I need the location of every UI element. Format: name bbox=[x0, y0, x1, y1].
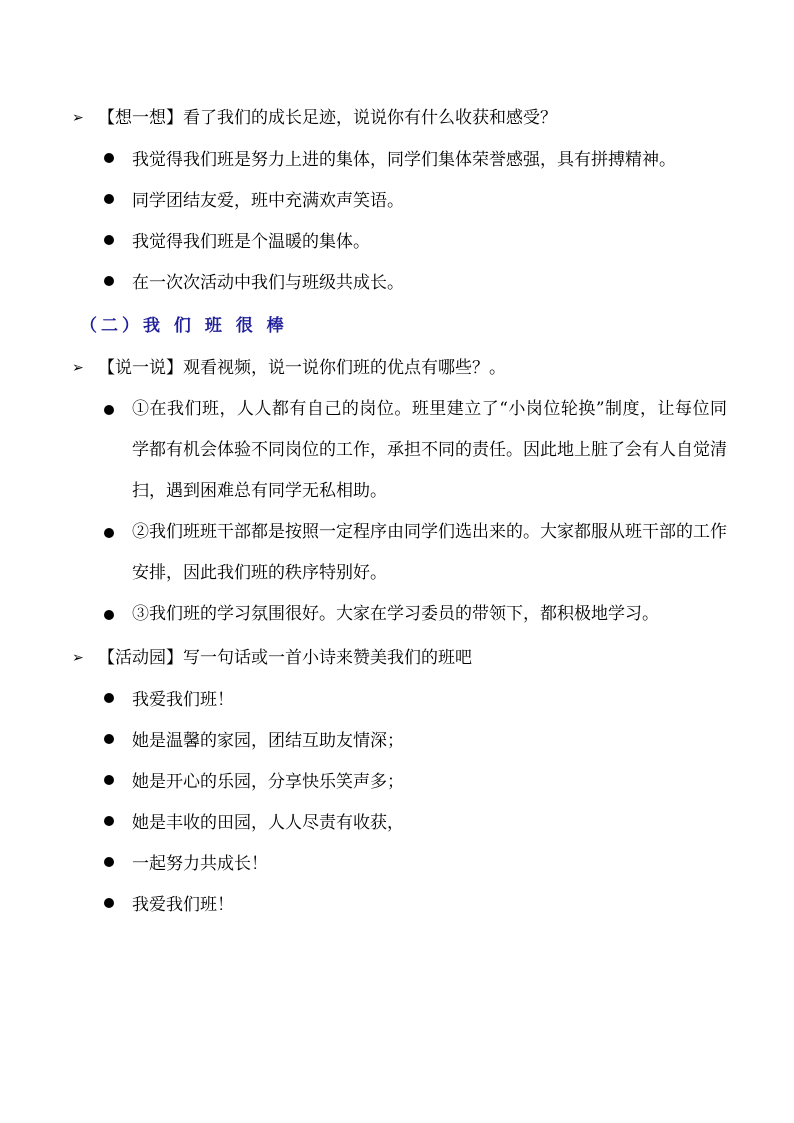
poem-line: 我爱我们班！ bbox=[132, 895, 234, 915]
poem-line: 一起努力共成长！ bbox=[132, 854, 268, 874]
dot-bullet-icon bbox=[104, 693, 114, 703]
dot-bullet-icon bbox=[104, 194, 114, 204]
say-point-1: ①在我们班，人人都有自己的岗位。班里建立了“小岗位轮换”制度，让每位同学都有机会体验不同岗位的工作，承担不同的责任。因此地上脏了会有人自觉清扫，遇到困难总有同学无私相助。 bbox=[132, 399, 727, 501]
dot-bullet-icon bbox=[104, 405, 114, 415]
think-answer: 同学团结友爱，班中充满欢声笑语。 bbox=[132, 191, 404, 211]
list-item bbox=[104, 148, 676, 172]
dot-bullet-icon bbox=[104, 734, 114, 744]
list-item bbox=[104, 189, 404, 213]
poem-line: 我爱我们班！ bbox=[132, 690, 234, 710]
dot-bullet-icon bbox=[104, 235, 114, 245]
list-item bbox=[104, 893, 234, 917]
list-item bbox=[104, 271, 404, 295]
dot-bullet-icon bbox=[104, 898, 114, 908]
say-point-3: ③我们班的学习氛围很好。大家在学习委员的带领下，都积极地学习。 bbox=[132, 604, 659, 624]
dot-bullet-icon bbox=[104, 816, 114, 826]
dot-bullet-icon bbox=[104, 775, 114, 785]
list-item bbox=[104, 230, 370, 254]
list-item bbox=[104, 852, 268, 876]
say-point-2: ②我们班班干部都是按照一定程序由同学们选出来的。大家都服从班干部的工作安排，因此我们班的秩序特别好。 bbox=[132, 522, 727, 583]
dot-bullet-icon bbox=[104, 857, 114, 867]
think-answer: 在一次次活动中我们与班级共成长。 bbox=[132, 273, 404, 293]
dot-bullet-icon bbox=[104, 528, 114, 538]
list-item bbox=[104, 688, 234, 712]
arrow-bullet-icon: ➢ bbox=[72, 650, 84, 666]
think-prompt-row bbox=[72, 106, 557, 130]
think-answer: 我觉得我们班是努力上进的集体，同学们集体荣誉感强，具有拼搏精神。 bbox=[132, 150, 676, 170]
activity-prompt: 【活动园】写一句话或一首小诗来赞美我们的班吧 bbox=[98, 648, 472, 668]
activity-prompt-row bbox=[72, 646, 472, 670]
poem-line: 她是丰收的田园，人人尽责有收获， bbox=[132, 813, 404, 833]
poem-line: 她是温馨的家园，团结互助友情深； bbox=[132, 731, 404, 751]
list-item bbox=[104, 811, 404, 835]
poem-line: 她是开心的乐园，分享快乐笑声多； bbox=[132, 772, 404, 792]
say-prompt: 【说一说】观看视频，说一说你们班的优点有哪些？。 bbox=[98, 358, 506, 378]
list-item bbox=[104, 770, 404, 794]
arrow-bullet-icon: ➢ bbox=[72, 110, 84, 126]
list-item bbox=[104, 729, 404, 753]
say-prompt-row bbox=[72, 356, 506, 380]
dot-bullet-icon bbox=[104, 610, 114, 620]
think-prompt: 【想一想】看了我们的成长足迹，说说你有什么收获和感受？ bbox=[98, 108, 557, 128]
think-answer: 我觉得我们班是个温暖的集体。 bbox=[132, 232, 370, 252]
arrow-bullet-icon: ➢ bbox=[72, 360, 84, 376]
dot-bullet-icon bbox=[104, 276, 114, 286]
section-heading: （二）我 们 班 很 棒 bbox=[80, 316, 288, 336]
dot-bullet-icon bbox=[104, 153, 114, 163]
